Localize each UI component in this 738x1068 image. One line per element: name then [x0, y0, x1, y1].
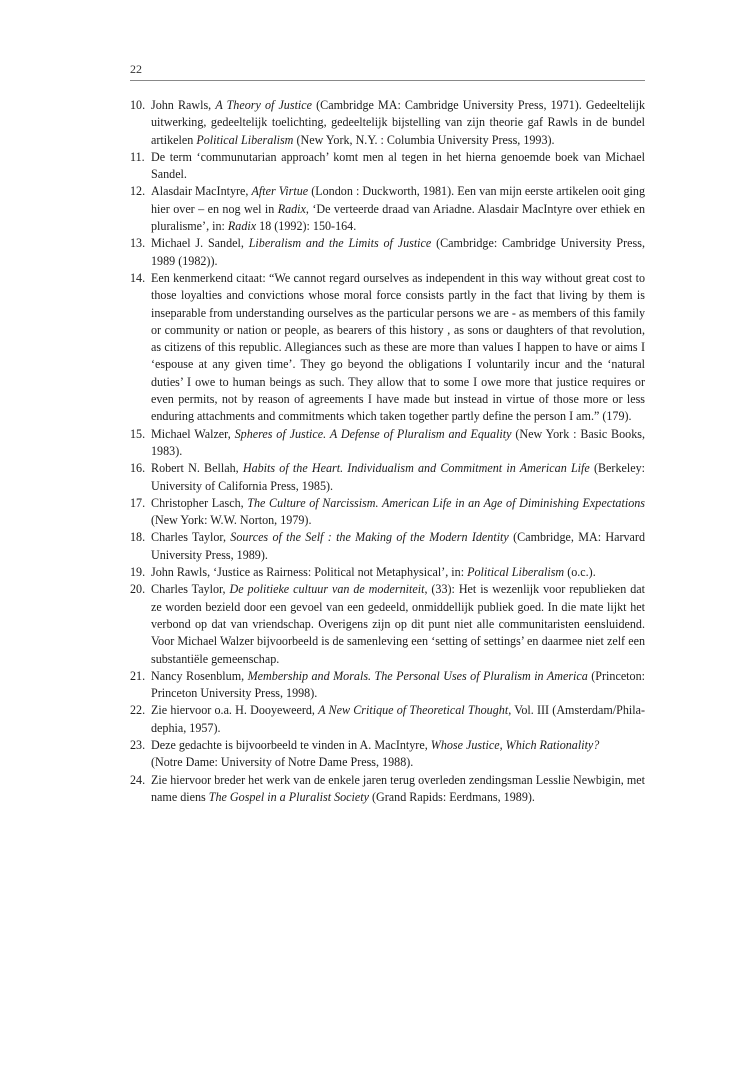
endnote	[130, 529, 645, 564]
endnote-number: 11.	[130, 149, 145, 164]
endnote-title-italic: The Gospel in a Pluralist Society	[208, 789, 369, 804]
endnote-text-run: Zie hiervoor o.a. H. Dooyeweerd,	[151, 703, 319, 718]
endnote	[130, 737, 645, 772]
endnote-text	[151, 150, 645, 181]
endnote-text-run: (Notre Dame: University of Notre Dame Press, 1988).	[151, 755, 414, 770]
endnote-title-italic: Political Liberalism	[196, 132, 294, 147]
endnote-text-run: Michael J. Sandel,	[151, 236, 249, 251]
endnote-text-run: De term ‘communutarian approach’ komt men al tegen in het hierna genoemde boek van Michael Sandel.	[151, 149, 645, 182]
endnote-title-italic: A Theory of Justice	[215, 98, 313, 112]
endnote-title-italic: The Culture of Narcissism. American Life in an Age of Diminishing Expectations	[247, 495, 645, 510]
endnote-text-run: (Berkeley: University of California Press, 1985).	[151, 461, 645, 493]
endnote-text-run: Deze gedachte is bijvoorbeeld te vinden in A. MacIntyre,	[151, 737, 431, 752]
endnote-text-run: Christopher Lasch,	[151, 495, 248, 510]
endnote	[130, 564, 645, 581]
endnote-number: 13.	[130, 236, 146, 251]
endnote-title-italic: Membership and Morals. The Personal Uses of Pluralism in America	[247, 668, 588, 683]
endnote-number: 21.	[130, 668, 146, 683]
endnote	[130, 581, 645, 667]
endnote-text	[151, 738, 599, 769]
endnote-text-run: Charles Taylor,	[151, 530, 231, 545]
endnote-title-italic: De politieke cultuur van de moderniteit	[229, 582, 425, 597]
endnote	[130, 270, 645, 426]
endnote	[130, 426, 645, 461]
endnote-text-run: , (33): Het is wezenlijk voor republieken dat ze worden bezield door een gevoel van een gedeeld, onmiddellijk publiek goed. In die mate lijkt het verbond op dat van vriendschap. Overigens zijn op dit punt niet alle communitaristen eensluidend. Voor Michael Walzer bijvoorbeeld is de samenleving een ‘setting of settings’ en daarmee niet zelf een substantiële gemeenschap.	[151, 582, 645, 666]
endnote-text-run: John Rawls, ‘Justice as Rairness: Political not Metaphysical’, in:	[151, 565, 468, 580]
endnote-text-run: (Cambridge: Cambridge University Press, 1989 (1982)).	[151, 236, 645, 268]
endnote-text-run: (Princeton: Princeton University Press, 1998).	[151, 668, 645, 701]
endnote-text-run: (New York: W.W. Norton, 1979).	[151, 513, 312, 528]
endnote-text-run: Michael Walzer,	[151, 426, 235, 441]
endnote-text	[151, 461, 645, 492]
endnote	[130, 772, 645, 807]
endnote-number: 10.	[130, 98, 146, 112]
endnote-text	[151, 530, 645, 561]
endnote-number: 22.	[130, 703, 146, 718]
endnote-text	[151, 582, 645, 665]
endnote	[130, 97, 645, 149]
endnote-text-run: (Grand Rapids: Eerdmans, 1989).	[369, 789, 535, 804]
endnote	[130, 235, 645, 270]
endnote-title-italic: Spheres of Justice. A Defense of Pluralism and Equality	[234, 426, 512, 441]
endnote-number: 15.	[130, 426, 146, 441]
endnote-title-italic: After Virtue	[251, 184, 309, 199]
endnote-number: 23.	[130, 737, 146, 752]
endnote-text-run: 18 (1992): 150-164.	[256, 219, 357, 234]
endnote-title-italic: Political Liberalism	[467, 565, 565, 580]
endnote-number: 14.	[130, 270, 146, 285]
header-rule	[130, 80, 645, 81]
endnote-text-run: Zie hiervoor breder het werk van de enkele jaren terug overleden zendingsman Lesslie Newbigin, met name diens	[151, 772, 645, 804]
endnote-number: 19.	[130, 565, 146, 580]
endnote-title-italic: A New Critique of Theoretical Thought	[318, 703, 509, 718]
endnotes-list	[130, 97, 645, 806]
endnote-text-run: Alasdair MacIntyre,	[151, 184, 252, 199]
endnote-text	[151, 427, 645, 458]
endnote-text-run: (New York, N.Y. : Columbia University Press, 1993).	[293, 132, 555, 147]
endnote-text	[151, 669, 645, 700]
endnote-text-run: John Rawls,	[151, 98, 216, 112]
endnote-text-run: Nancy Rosenblum,	[151, 668, 248, 683]
endnote-title-italic: Whose Justice, Which Rationality?	[430, 737, 600, 752]
endnote	[130, 668, 645, 703]
endnote-text	[151, 773, 645, 804]
endnote-text	[151, 98, 645, 147]
endnote-text-run: (o.c.).	[564, 565, 596, 580]
endnote-text	[151, 184, 645, 233]
endnote-title-italic: Habits of the Heart. Individualism and Commitment in American Life	[242, 461, 590, 476]
endnote-text-run: (London : Duckworth, 1981). Een van mijn eerste artikelen ooit ging hier over – en nog wel in	[151, 184, 645, 216]
endnote-text	[151, 236, 645, 267]
endnote	[130, 149, 645, 184]
endnote-number: 24.	[130, 772, 146, 787]
endnote-number: 16.	[130, 461, 146, 476]
endnote-title-italic: Radix	[277, 201, 306, 216]
endnote-title-italic: Liberalism and the Limits of Justice	[248, 236, 432, 251]
endnote-number: 12.	[130, 184, 146, 199]
endnote	[130, 183, 645, 235]
endnote	[130, 495, 645, 530]
endnote-number: 20.	[130, 582, 146, 597]
endnote-text-run: , Vol. III (Amsterdam/Philadephia, 1957).	[151, 703, 645, 735]
endnote-title-italic: Sources of the Self : the Making of the Modern Identity	[230, 530, 509, 545]
endnote-number: 18.	[130, 530, 146, 545]
endnote-text-run: Robert N. Bellah,	[151, 461, 243, 476]
endnote-title-italic: Radix	[227, 219, 257, 234]
page-number: 22	[130, 62, 142, 76]
endnote	[130, 460, 645, 495]
endnote-text-run: (New York : Basic Books, 1983).	[151, 426, 645, 458]
endnote-text	[151, 496, 645, 527]
endnote-text	[151, 703, 645, 734]
endnote-number: 17.	[130, 495, 146, 510]
endnote-text-run: (Cambridge MA: Cambridge University Press, 1971). Gedeeltelijk uitwerking, gedeeltelijk toelichting, gedeeltelijk bijstelling van zijn theorie gaf Rawls in de bundel artikelen	[151, 98, 646, 147]
endnote-text-run: Een kenmerkend citaat: “We cannot regard ourselves as independent in this way without great cost to those loyalties and convictions whose moral force consists partly in the fact that living by them is inseparable from understanding ourselves as the particular persons we are - as members of this family or community or nation or people, as bearers of this history , as sons or daughters of that revolution, as citizens of this republic. Allegiances such as these are more than values I happen to have or aims I ‘espouse at any given time’. They go beyond the obligations I voluntarily incur and the ‘natural duties’ I owe to human beings as such. They allow that to some I owe more that justice requires or even permits, not by reason of agreements I have made but instead in virtue of those more or less enduring attachments and commitments which taken together partly define the person I am.” (179).	[151, 270, 645, 424]
endnote-text-run: Charles Taylor,	[151, 582, 230, 597]
endnote-text-run: , ‘De verteerde draad van Ariadne. Alasdair MacIntyre over ethiek en pluralisme’, in:	[151, 201, 645, 234]
endnote-text	[151, 271, 645, 423]
endnote-text-run: (Cambridge, MA: Harvard University Press, 1989).	[151, 530, 646, 562]
endnote-text	[151, 565, 596, 579]
endnote	[130, 702, 645, 737]
